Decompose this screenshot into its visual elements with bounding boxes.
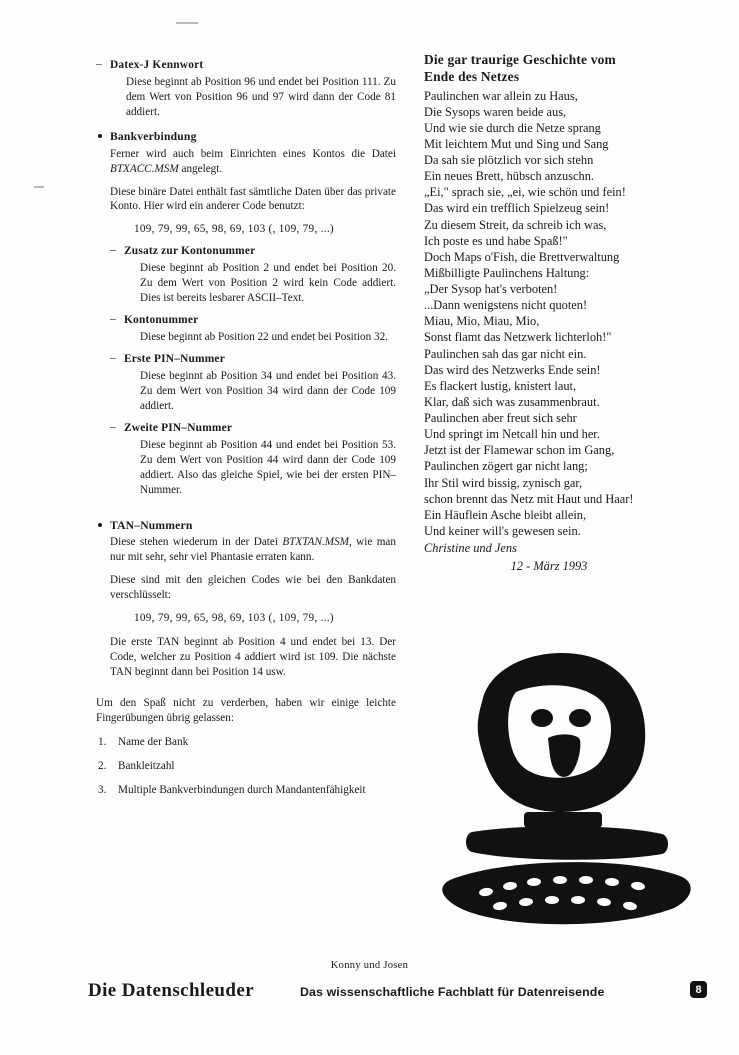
scan-artifact bbox=[176, 22, 198, 24]
bank-file-name: BTXACC.MSM bbox=[110, 162, 179, 175]
subsection-body: Diese beginnt ab Position 2 und endet bei Position 20. Zu dem Wert von Position 2 wird kein Code addiert. Dies ist bereits lesbarer ASCII–Text. bbox=[140, 262, 396, 305]
section-datex-body: Diese beginnt ab Position 96 und endet bei Position 111. Zu dem Wert von Position 96 und 97 wird dann der Code 81 addiert. bbox=[126, 76, 396, 118]
section-bank-para-2: Diese binäre Datei enthält fast sämtliche Daten über das private Konto. Hier wird ein anderer Code benutzt: bbox=[110, 185, 396, 213]
poem-line: Klar, daß sich was zusammenbraut. bbox=[424, 394, 600, 409]
list-item-text: Multiple Bankverbindungen durch Mandantenfähigkeit bbox=[118, 784, 366, 797]
poem-line: Das wird ein trefflich Spielzeug sein! bbox=[424, 201, 610, 216]
poem-line: Da sah sie plötzlich vor sich stehn bbox=[424, 153, 594, 167]
poem-line: Miau, Mio, Miau, Mio, bbox=[424, 314, 540, 329]
poem-line: ...Dann wenigstens nicht quoten! bbox=[424, 298, 588, 313]
subsection-heading: Kontonummer bbox=[124, 314, 199, 326]
poem-title bbox=[424, 52, 714, 86]
poem-body bbox=[424, 88, 714, 575]
masthead-title: Die Datenschleuder bbox=[88, 980, 255, 1001]
illustration-computer-face bbox=[412, 630, 712, 930]
list-item-text: Name der Bank bbox=[118, 736, 189, 749]
subsection-body: Diese beginnt ab Position 22 und endet bei Position 32. bbox=[140, 331, 388, 344]
poem-line: Ein Häuflein Asche bleibt allein, bbox=[424, 507, 587, 522]
list-item-number: 3. bbox=[98, 784, 107, 797]
footer-tagline: Das wissenschaftliche Fachblatt für Datenreisende bbox=[300, 985, 605, 999]
subsection-erste-pin bbox=[110, 352, 396, 414]
poem-line: Und keiner will's gewesen sein. bbox=[424, 523, 581, 538]
subsection-body: Diese beginnt ab Position 34 und endet bei Position 43. Zu dem Wert von Position 34 wird dann der Code 109 addiert. bbox=[140, 370, 396, 412]
poem-line: Zu diesem Streit, da schreib ich was, bbox=[424, 217, 607, 232]
poem-line: Paulinchen zögert gar nicht lang; bbox=[424, 459, 588, 474]
section-bankverbindung bbox=[96, 129, 396, 498]
subsection-heading: Zusatz zur Kontonummer bbox=[124, 245, 256, 258]
dash-marker: – bbox=[96, 58, 102, 70]
poem-line: Paulinchen war allein zu Haus, bbox=[424, 88, 578, 103]
poem-line: Mit leichtem Mut und Sing und Sang bbox=[424, 136, 609, 151]
poem-line: Doch Maps o'Fish, die Brettverwaltung bbox=[424, 249, 620, 264]
right-column bbox=[424, 52, 714, 574]
left-column bbox=[96, 58, 396, 798]
section-datex-j bbox=[96, 58, 396, 120]
subsection-kontonummer bbox=[110, 313, 396, 345]
poem-line: Mißbilligte Paulinchens Haltung: bbox=[424, 265, 590, 280]
dash-marker: – bbox=[110, 244, 116, 257]
bank-para1-post: angelegt. bbox=[178, 162, 223, 175]
section-tan-para-1 bbox=[110, 535, 396, 565]
scan-artifact bbox=[34, 186, 44, 188]
section-bank-heading: Bankverbindung bbox=[110, 129, 197, 143]
poem-line: Ein neues Brett, hübsch anzuschn. bbox=[424, 169, 594, 184]
section-bank-para-1 bbox=[110, 147, 396, 177]
closing-paragraph: Um den Spaß nicht zu verderben, haben wir einige leichte Fingerübungen übrig gelassen: bbox=[96, 696, 396, 724]
bank-para1-pre: Ferner wird auch beim Einrichten eines Kontos die Datei bbox=[110, 147, 396, 160]
poem-signature: Christine und Jens bbox=[424, 541, 517, 555]
subsection-zusatz-kontonummer bbox=[110, 244, 396, 306]
section-tan-para-3: Die erste TAN beginnt ab Position 4 und endet bei 13. Der Code, welcher zu Position 4 addiert wird ist 109. Die nächste TAN beginnt dann bei Position 14 usw. bbox=[110, 635, 396, 678]
poem-line: Das wird des Netzwerks Ende sein! bbox=[424, 362, 601, 377]
poem-title-line-1: Die gar traurige Geschichte vom bbox=[424, 52, 616, 67]
bullet-icon bbox=[98, 523, 102, 527]
list-item bbox=[96, 759, 396, 774]
bullet-icon bbox=[98, 134, 102, 138]
poem-line: Und springt im Netcall hin und her. bbox=[424, 427, 600, 442]
subsection-heading: Zweite PIN–Nummer bbox=[124, 421, 233, 434]
section-tan-heading: TAN–Nummern bbox=[110, 518, 193, 532]
poem-line: Jetzt ist der Flamewar schon im Gang, bbox=[424, 443, 615, 458]
poem-line: schon brennt das Netz mit Haut und Haar! bbox=[424, 491, 634, 506]
list-item-text: Bankleitzahl bbox=[118, 760, 175, 773]
poem-line: Sonst flamt das Netzwerk lichterloh!" bbox=[424, 330, 612, 345]
section-datex-heading: Datex-J Kennwort bbox=[110, 59, 204, 71]
list-item-number: 2. bbox=[98, 760, 107, 773]
dash-marker: – bbox=[110, 352, 116, 365]
poem-line: Ich poste es und habe Spaß!" bbox=[424, 233, 568, 248]
poem-line: Paulinchen sah das gar nicht ein. bbox=[424, 346, 587, 361]
poem-line: Es flackert lustig, knistert laut, bbox=[424, 378, 577, 393]
tan-file-name: BTXTAN.MSM bbox=[282, 536, 349, 549]
section-tan-nummern bbox=[96, 518, 396, 680]
page-number-badge: 8 bbox=[690, 981, 707, 998]
subsection-zweite-pin bbox=[110, 421, 396, 498]
poem-line: Die Sysops waren beide aus, bbox=[424, 104, 567, 119]
tan-code-sequence: 109, 79, 99, 65, 98, 69, 103 (, 109, 79, ...) bbox=[134, 612, 334, 625]
subsection-body: Diese beginnt ab Position 44 und endet bei Position 53. Zu dem Wert von Position 44 wird dann der Code 109 addiert. Also das gleiche Spiel, wie bei der ersten PIN–Nummer. bbox=[140, 439, 396, 496]
tan-para1-pre: Diese stehen wiederum in der Datei bbox=[110, 536, 283, 549]
numbered-list bbox=[96, 735, 396, 798]
poem-date: 12 - März 1993 bbox=[510, 559, 588, 574]
dash-marker: – bbox=[110, 313, 116, 325]
tan-para1-post: , wie man nur mit sehr, sehr viel Phantasie erraten kann. bbox=[110, 536, 396, 564]
list-item bbox=[96, 735, 396, 750]
illustration-caption: Konny und Josen bbox=[330, 960, 409, 971]
poem-line: Und wie sie durch die Netze sprang bbox=[424, 120, 601, 135]
poem-line: Paulinchen aber freut sich sehr bbox=[424, 411, 577, 425]
list-item bbox=[96, 783, 396, 798]
poem-line: Ihr Stil wird bissig, zynisch gar, bbox=[424, 475, 583, 490]
subsection-heading: Erste PIN–Nummer bbox=[124, 353, 225, 366]
section-tan-para-2: Diese sind mit den gleichen Codes wie bei den Bankdaten verschlüsselt: bbox=[110, 574, 396, 602]
poem-title-line-2: Ende des Netzes bbox=[424, 68, 520, 84]
poem-line: „Ei," sprach sie, „ei, wie schön und fein! bbox=[424, 185, 626, 200]
list-item-number: 1. bbox=[98, 736, 107, 749]
dash-marker: – bbox=[110, 420, 116, 433]
poem-line: „Der Sysop hat's verboten! bbox=[424, 282, 558, 296]
bank-code-sequence: 109, 79, 99, 65, 98, 69, 103 (, 109, 79, ...) bbox=[134, 223, 334, 236]
